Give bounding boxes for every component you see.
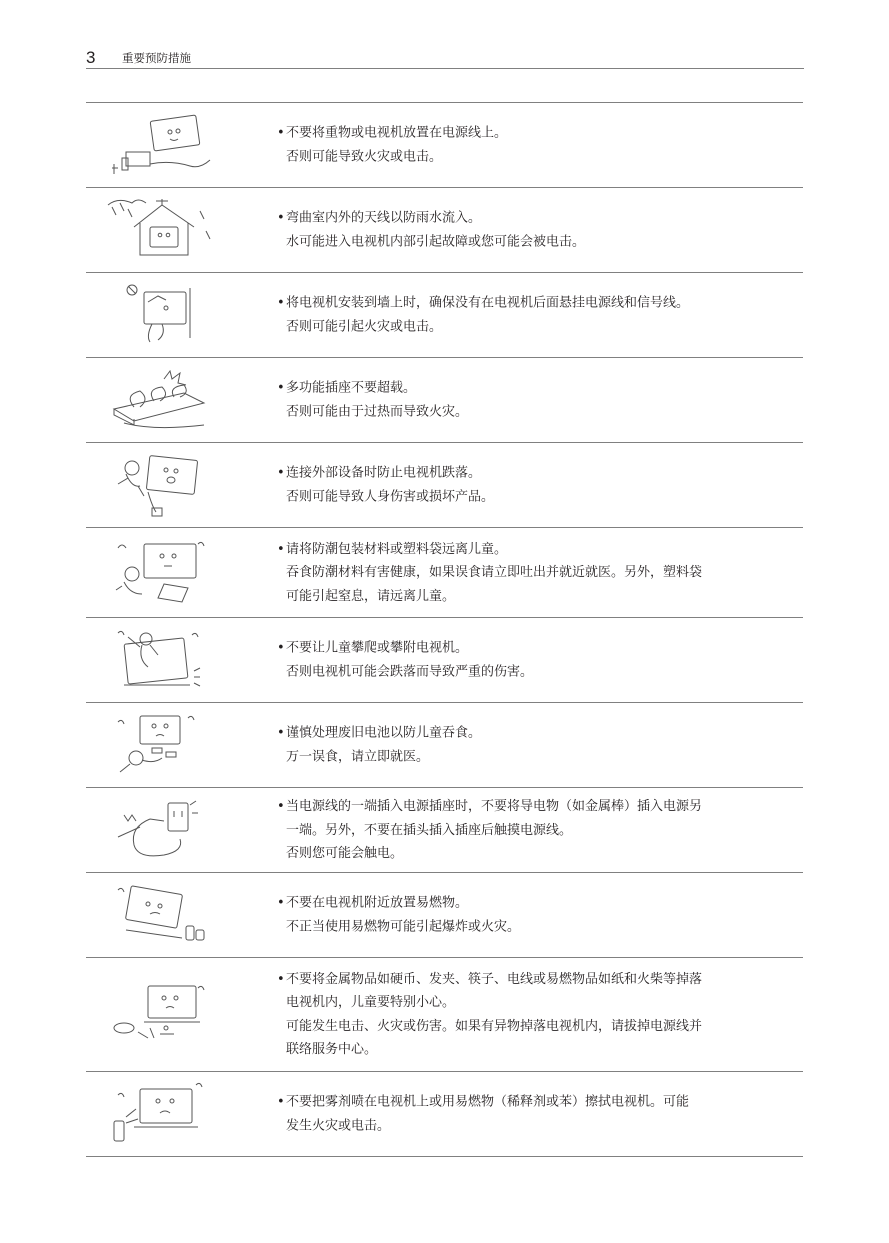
overloaded-power-strip-illustration-icon (104, 367, 216, 433)
wall-mounted-tv-cables-illustration-icon (104, 282, 216, 348)
item-line: 万一误食，请立即就医。 (286, 749, 430, 764)
item-line: • 多功能插座不要超载。 (277, 380, 417, 396)
item-line: 不正当使用易燃物可能引起爆炸或火灾。 (286, 919, 521, 934)
item-line: • 谨慎处理废旧电池以防儿童吞食。 (277, 725, 482, 741)
list-item (86, 873, 803, 958)
child-plastic-bag-illustration-icon (104, 540, 216, 606)
list-item (86, 1072, 803, 1157)
item-text (277, 892, 789, 939)
item-line: • 不要把雾剂喷在电视机上或用易燃物（稀释剂或苯）擦拭电视机。可能 (277, 1094, 690, 1110)
item-line: • 不要在电视机附近放置易燃物。 (277, 895, 469, 911)
item-line: 可能发生电击、火灾或伤害。如果有异物掉落电视机内，请拔掉电源线并 (286, 1018, 703, 1034)
item-text (277, 292, 789, 339)
page-header (86, 48, 804, 69)
spray-cleaning-tv-illustration-icon (104, 1081, 216, 1147)
item-text (277, 537, 789, 608)
item-line: 否则您可能会触电。 (286, 845, 404, 861)
item-line: 电视机内，儿童要特别小心。 (286, 995, 456, 1010)
item-line: 否则可能由于过热而导致火灾。 (286, 404, 469, 419)
item-line: • 请将防潮包装材料或塑料袋远离儿童。 (277, 541, 508, 557)
item-line: 可能引起窒息，请远离儿童。 (286, 588, 456, 604)
item-line: 否则可能导致火灾或电击。 (286, 149, 443, 164)
item-line: • 将电视机安装到墙上时，确保没有在电视机后面悬挂电源线和信号线。 (277, 295, 690, 311)
precautions-list (86, 102, 803, 1157)
child-climbing-tv-illustration-icon (104, 627, 216, 693)
item-line: 发生火灾或电击。 (286, 1118, 391, 1133)
item-line: • 不要将重物或电视机放置在电源线上。 (277, 125, 508, 141)
item-line: • 弯曲室内外的天线以防雨水流入。 (277, 210, 482, 226)
item-line: 否则可能引起火灾或电击。 (286, 319, 443, 334)
item-text (277, 377, 789, 424)
list-item (86, 188, 803, 273)
item-line: 否则可能导致人身伤害或损坏产品。 (286, 489, 495, 504)
list-item (86, 358, 803, 443)
item-text (277, 722, 789, 769)
list-item (86, 103, 803, 188)
item-line: 联络服务中心。 (286, 1042, 378, 1057)
tv-flammables-illustration-icon (104, 882, 216, 948)
list-item (86, 528, 803, 618)
list-item (86, 273, 803, 358)
tv-on-power-cord-illustration-icon (104, 112, 216, 178)
tv-falling-child-illustration-icon (104, 452, 216, 518)
item-text (277, 462, 789, 509)
item-text (277, 637, 789, 684)
antenna-rain-house-illustration-icon (104, 197, 216, 263)
item-line: 水可能进入电视机内部引起故障或您可能会被电击。 (286, 234, 586, 249)
item-line: 否则电视机可能会跌落而导致严重的伤害。 (286, 664, 534, 679)
plug-metal-rod-illustration-icon (104, 797, 216, 863)
list-item (86, 788, 803, 873)
metal-objects-falling-tv-illustration-icon (104, 982, 216, 1048)
list-item (86, 618, 803, 703)
item-text (277, 1091, 789, 1138)
item-line: • 连接外部设备时防止电视机跌落。 (277, 465, 482, 481)
item-line: 一端。另外，不要在插头插入插座后触摸电源线。 (286, 822, 573, 838)
item-line: • 不要让儿童攀爬或攀附电视机。 (277, 640, 469, 656)
list-item (86, 958, 803, 1072)
list-item (86, 703, 803, 788)
item-text (277, 795, 789, 866)
item-text (277, 122, 789, 169)
item-text (277, 207, 789, 254)
page-number: 3 (86, 48, 96, 67)
item-text (277, 968, 789, 1062)
section-title: 重要预防措施 (122, 51, 191, 65)
child-swallowing-battery-illustration-icon (104, 712, 216, 778)
item-line: 吞食防潮材料有害健康，如果误食请立即吐出并就近就医。另外，塑料袋 (286, 564, 703, 580)
list-item (86, 443, 803, 528)
item-line: • 不要将金属物品如硬币、发夹、筷子、电线或易燃物品如纸和火柴等掉落 (277, 971, 703, 987)
item-line: • 当电源线的一端插入电源插座时，不要将导电物（如金属棒）插入电源另 (277, 798, 703, 814)
